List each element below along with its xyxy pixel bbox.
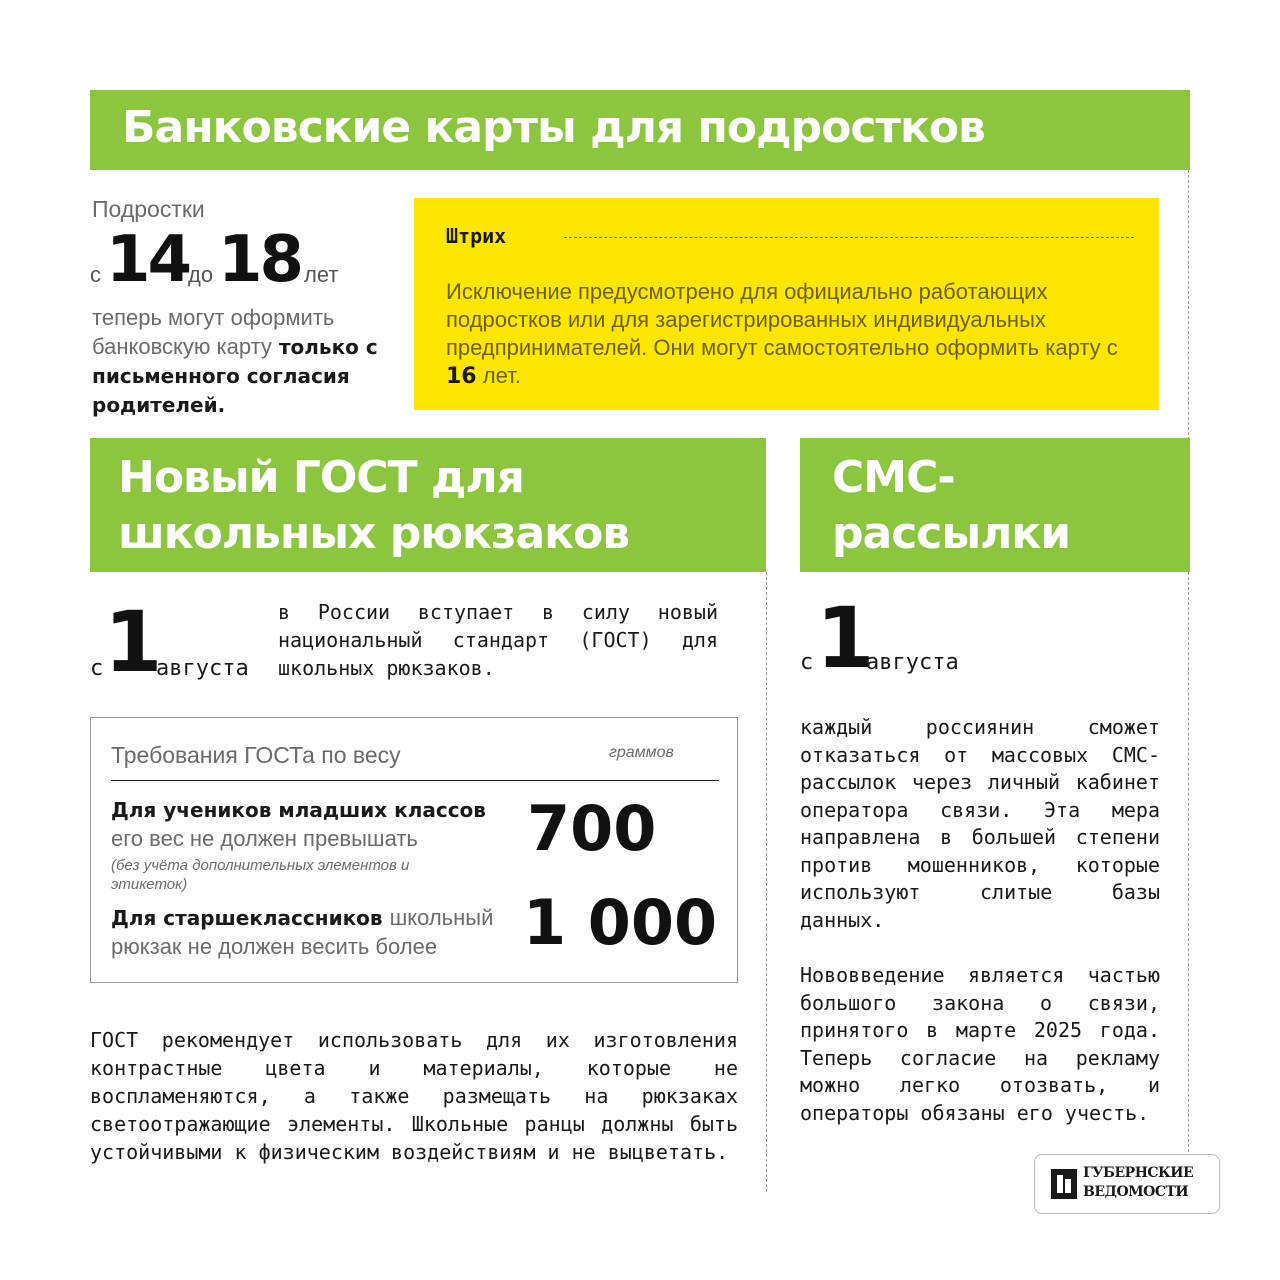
junior-label: Для учеников младших классов xyxy=(111,798,486,822)
senior-block xyxy=(111,904,511,962)
logo-line2: ВЕДОМОСТИ xyxy=(1083,1184,1189,1200)
age-range xyxy=(90,223,390,297)
age-to-word: до xyxy=(188,262,214,287)
note-tail: лет. xyxy=(482,363,521,388)
section3-month: августа xyxy=(866,650,959,675)
weight-box-title: Требования ГОСТа по весу xyxy=(111,742,401,768)
age-from-number: 14 xyxy=(106,223,190,297)
senior-text: школьный рюкзак не должен весить более xyxy=(111,905,494,959)
section2-date xyxy=(90,593,270,691)
section1-title: Банковские карты для подростков xyxy=(122,102,985,153)
logo-line1: ГУБЕРНСКИЕ xyxy=(1083,1165,1194,1181)
senior-value: 1 000 xyxy=(523,886,718,959)
senior-label: Для старшеклассников xyxy=(111,906,383,930)
section2-title: Новый ГОСТ для школьных рюкзаков xyxy=(118,452,630,559)
publisher-logo xyxy=(1034,1154,1220,1214)
section2-footer: ГОСТ рекомендует использовать для их изготовления контрастные цвета и материалы, которые не воспламеняются, а также размещать на рюкзаках светоотражающие элементы. Школьные ранцы должны быть устойчивыми к физическим воздействиям и не выцветать. xyxy=(90,1028,738,1164)
weight-box-unit: граммов xyxy=(609,744,674,761)
junior-text: его вес не должен превышать xyxy=(111,826,418,851)
section3-title: СМС-рассылки запретят xyxy=(832,452,1071,615)
teens-text-plain: теперь могут оформить банковскую карту xyxy=(92,305,335,359)
note-age: 16 xyxy=(446,364,477,389)
years-word: лет xyxy=(304,262,339,287)
note-label-dashline xyxy=(564,237,1134,238)
teens-lead: Подростки xyxy=(92,196,205,222)
section2-from-word: с xyxy=(90,656,104,681)
weight-box xyxy=(90,717,738,983)
section3-para1: каждый россиянин сможет отказаться от массовых СМС-рассылок через личный кабинет оператора связи. Эта мера направлена в большей степени против мошенников, которые используют слитые базы данных. xyxy=(800,715,1160,932)
logo-emblem-icon xyxy=(1051,1169,1077,1199)
note-text-main: Исключение предусмотрено для официально работающих подростков или для зарегистрированных индивидуальных предпринимателей. Они могут самостоятельно оформить карту с xyxy=(446,279,1118,360)
age-from-word: с xyxy=(90,262,101,287)
note-box xyxy=(414,198,1159,410)
weight-box-rule xyxy=(111,780,719,781)
note-label: Штрих xyxy=(446,224,507,248)
section2-intro: в России вступает в силу новый национальный стандарт (ГОСТ) для школьных рюкзаков. xyxy=(278,600,718,680)
section2-day: 1 xyxy=(104,593,160,691)
section3-header xyxy=(800,438,1190,615)
junior-value: 700 xyxy=(527,792,657,865)
age-to-number: 18 xyxy=(218,223,302,297)
section3-date xyxy=(800,589,1000,687)
dashed-divider-middle xyxy=(766,572,767,1192)
junior-note: (без учёта дополнительных элементов и этикеток) xyxy=(111,857,410,893)
section3-para2: Нововведение является частью большого закона о связи, принятого в марте 2025 года. Теперь согласие на рекламу можно легко отозвать, и операторы обязаны его учесть. xyxy=(800,963,1160,1125)
section2-month: августа xyxy=(156,656,249,681)
teens-text xyxy=(92,304,392,420)
section1-header xyxy=(90,90,1190,170)
teens-text-bold: только с письменного согласия родителей. xyxy=(92,335,378,417)
section2-header xyxy=(90,438,766,572)
section3-day: 1 xyxy=(816,589,872,687)
dashed-divider-right-lower xyxy=(1188,572,1189,1192)
dashed-divider-right xyxy=(1188,170,1189,440)
note-text xyxy=(446,278,1136,391)
section3-from-word: с xyxy=(800,650,814,675)
